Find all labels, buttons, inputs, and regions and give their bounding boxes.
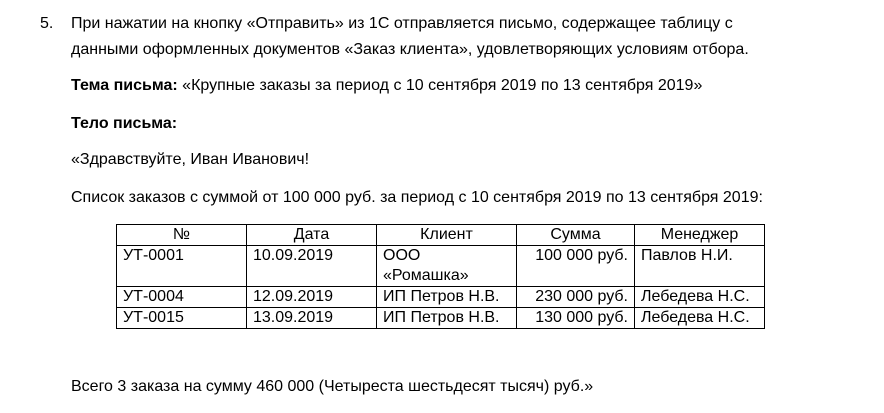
cell-manager: Лебедева Н.С. (635, 308, 765, 329)
orders-list-intro: Список заказов с суммой от 100 000 руб. за период с 10 сентября 2019 по 13 сентября 2019: (71, 189, 763, 206)
cell-number: УТ-0001 (117, 246, 247, 287)
cell-manager: Павлов Н.И. (635, 246, 765, 287)
table-header-row (117, 225, 765, 246)
email-body-label (71, 114, 177, 134)
cell-manager: Лебедева Н.С. (635, 287, 765, 308)
table-row (117, 246, 765, 287)
orders-table (116, 224, 765, 329)
cell-date: 10.09.2019 (247, 246, 377, 287)
cell-sum: 100 000 руб. (517, 246, 635, 287)
email-body-label-text: Тело письма: (71, 115, 178, 132)
paragraph-line-2: данными оформленных документов «Заказ клиента», удовлетворяющих условиям отбора. (71, 41, 749, 58)
cell-sum: 230 000 руб. (517, 287, 635, 308)
header-client: Клиент (377, 225, 517, 246)
cell-date: 12.09.2019 (247, 287, 377, 308)
table-row (117, 287, 765, 308)
email-greeting: «Здравствуйте, Иван Иванович! (71, 151, 310, 168)
header-number: № (117, 225, 247, 246)
table-row (117, 308, 765, 329)
cell-number: УТ-0015 (117, 308, 247, 329)
orders-total: Всего 3 заказа на сумму 460 000 (Четыреста шестьдесят тысяч) руб.» (71, 378, 594, 395)
cell-date: 13.09.2019 (247, 308, 377, 329)
email-subject-label: Тема письма: (71, 77, 178, 94)
header-date: Дата (247, 225, 377, 246)
cell-client: ИП Петров Н.В. (377, 287, 517, 308)
email-subject-text: «Крупные заказы за период с 10 сентября 2019 по 13 сентября 2019» (177, 77, 703, 94)
header-manager: Менеджер (635, 225, 765, 246)
cell-sum: 130 000 руб. (517, 308, 635, 329)
cell-client: ООО «Ромашка» (377, 246, 517, 287)
paragraph-line-1: При нажатии на кнопку «Отправить» из 1С отправляется письмо, содержащее таблицу с (71, 15, 733, 32)
email-subject (71, 76, 702, 96)
header-sum: Сумма (517, 225, 635, 246)
list-item-number: 5. (40, 15, 54, 32)
cell-client: ИП Петров Н.В. (377, 308, 517, 329)
cell-number: УТ-0004 (117, 287, 247, 308)
